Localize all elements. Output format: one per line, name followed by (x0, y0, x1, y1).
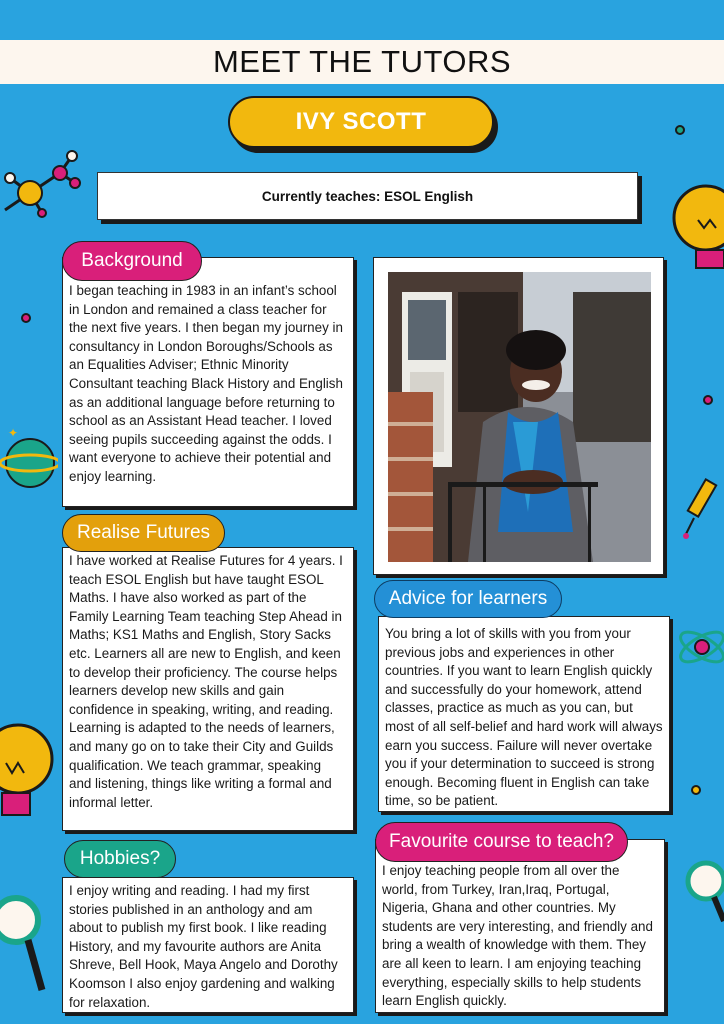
page-title (0, 40, 724, 84)
magnifier-left-icon (0, 890, 48, 1000)
syringe-icon (682, 470, 724, 540)
dot-decoration (21, 313, 31, 323)
favourite-panel (375, 839, 665, 1013)
molecule-icon (0, 148, 82, 218)
background-text: I began teaching in 1983 in an infant’s school in London and remained a class teacher for the next five years. I then began my journey in consultancy in London Boroughs/Schools as an Equalities Adviser; Ethnic Minority Consultant teaching Black History and English as an additional language before returning to school as an Assistant Head teacher. I loved seeing pupils succeeding against the odds. I want everyone to achieve their potential and enjoy learning. (69, 283, 343, 484)
realise-futures-panel (62, 547, 354, 831)
dot-decoration (675, 125, 685, 135)
advice-heading-text: Advice for learners (388, 588, 548, 609)
svg-text:✦: ✦ (8, 426, 19, 440)
hobbies-heading-text: Hobbies? (79, 848, 161, 869)
advice-text: You bring a lot of skills with you from your previous jobs and experiences in other countries. If you want to learn English quickly and successfully do your homework, attend classes, practice as much as you can, but most of all self-belief and hard work will always earn you success. Failure will never overtake you if your determination to succeed is strong enough. Becoming fluent in English can take time, so be patient. (385, 626, 663, 809)
realise-futures-heading (62, 514, 225, 552)
background-heading (62, 241, 202, 281)
tutor-name-badge (228, 96, 494, 148)
realise-futures-text: I have worked at Realise Futures for 4 years. I teach ESOL English but have taught ESOL Maths. I have also worked as part of the Family Learning Team teaching Step Ahead in Maths; KS1 Maths and English, Story Sacks etc. Learners all are new to English, and keen to develop their proficiency. The course helps learners develop new skills and gain confidence in speaking, writing, and reading. Learning is adapted to the needs of learners, and many go on to take their City and Guilds qualification. We teach grammar, speaking and listening, things like writing a formal and informal letter. (69, 553, 343, 810)
currently-teaches-box (97, 172, 638, 220)
atom-icon (672, 612, 724, 682)
advice-panel (378, 616, 670, 812)
tutor-photo (388, 272, 651, 562)
favourite-heading (375, 822, 628, 862)
favourite-text: I enjoy teaching people from all over the world, from Turkey, Iran,Iraq, Portugal, Nigeria, Ghana and other countries. My students are very interesting, and friendly and bring a wealth of knowledge with them. They are all keen to learn. I am enjoying teaching everything, especially skills to help students learn English quickly. (382, 863, 653, 1009)
background-panel (62, 257, 354, 507)
lightbulb-icon (668, 180, 724, 280)
hobbies-panel (62, 877, 354, 1013)
page-title-text: MEET THE TUTORS (212, 44, 512, 79)
realise-futures-heading-text: Realise Futures (76, 522, 211, 543)
currently-teaches-text: Currently teaches: ESOL English (261, 188, 474, 204)
planet-icon (0, 425, 58, 497)
favourite-heading-text: Favourite course to teach? (389, 831, 614, 852)
hobbies-text: I enjoy writing and reading. I had my first stories published in an anthology and am about to publish my first book. I like reading History, and my favourite authors are Anita Shreve, Bell Hook, Maya Angelo and Dorothy Koomson I also enjoy gardening and walking for relaxation. (69, 883, 338, 1010)
dot-decoration (691, 785, 701, 795)
background-heading-text: Background (81, 250, 183, 271)
lightbulb-left-icon (0, 715, 56, 825)
tutor-photo-image (388, 272, 651, 562)
hobbies-heading (64, 840, 176, 878)
dot-decoration (703, 395, 713, 405)
tutor-name: IVY SCOTT (295, 108, 427, 135)
tutor-photo-frame (373, 257, 664, 575)
magnifier-right-icon (680, 855, 724, 925)
advice-heading (374, 580, 562, 618)
